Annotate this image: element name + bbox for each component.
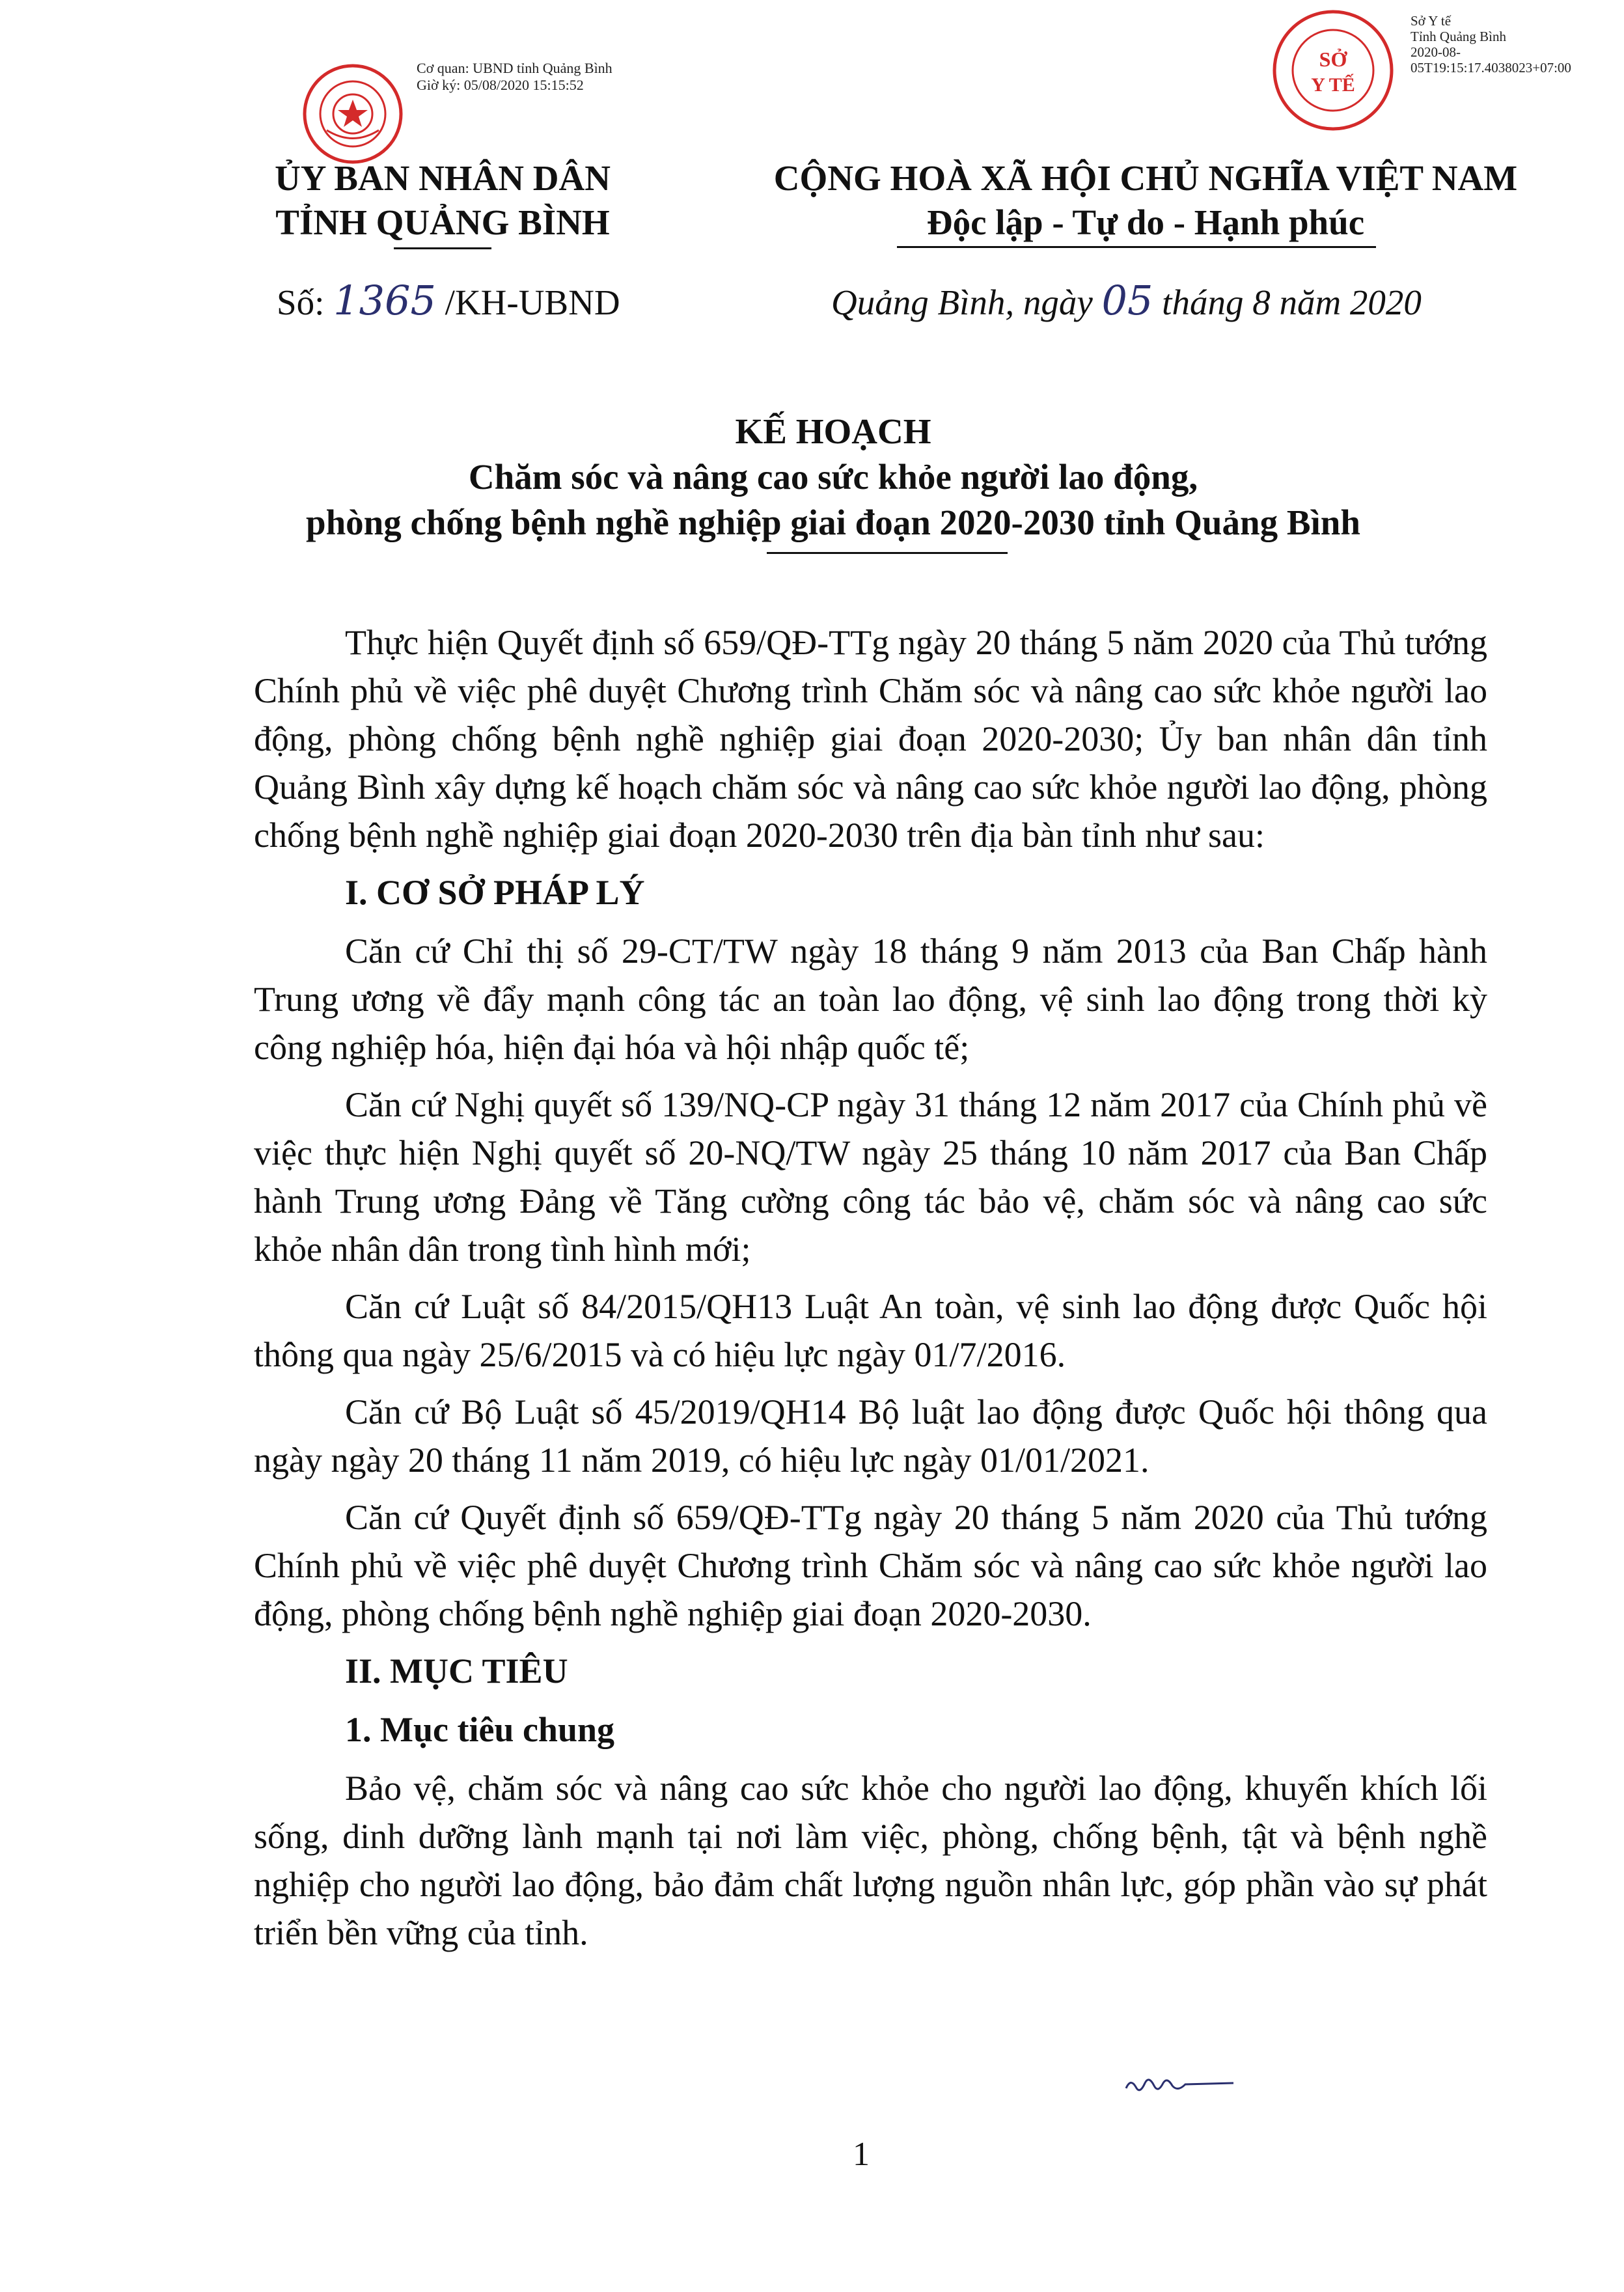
health-department-seal-stamp [1271, 8, 1396, 133]
legal-basis-paragraph: Căn cứ Luật số 84/2015/QH13 Luật An toàn, vệ sinh lao động được Quốc hội thông qua ngày 25/6/2015 và có hiệu lực ngày 01/7/2016. [254, 1287, 1487, 1374]
page-number: 1 [853, 2136, 870, 2173]
title-underline [767, 552, 1008, 554]
legal-basis-paragraph: Căn cứ Nghị quyết số 139/NQ-CP ngày 31 tháng 12 năm 2017 của Chính phủ về việc thực hiện Nghị quyết số 20-NQ/TW ngày 25 tháng 10 năm 2017 của Ban Chấp hành Trung ương Đảng về Tăng cường công tác bảo vệ, chăm sóc và nâng cao sức khỏe nhân dân trong tình hình mới; [254, 1085, 1487, 1269]
issue-date [831, 277, 1422, 324]
signature-right-line-2: Tỉnh Quảng Bình [1411, 29, 1506, 44]
authority-line-1: ỦY BAN NHÂN DÂN [275, 158, 611, 198]
national-motto [755, 156, 1536, 245]
issuing-authority [215, 156, 670, 245]
seal-right-text-1: SỞ [1319, 48, 1347, 71]
intro-paragraph: Thực hiện Quyết định số 659/QĐ-TTg ngày 20 tháng 5 năm 2020 của Thủ tướng Chính phủ về việc phê duyệt Chương trình Chăm sóc và nâng cao sức khỏe người lao động, phòng chống bệnh nghề nghiệp giai đoạn 2020-2030; Ủy ban nhân dân tỉnh Quảng Bình xây dựng kế hoạch chăm sóc và nâng cao sức khỏe người lao động, phòng chống bệnh nghề nghiệp giai đoạn 2020-2030 trên địa bàn tỉnh như sau: [254, 623, 1487, 855]
signature-right-line-4: 05T19:15:17.4038023+07:00 [1411, 60, 1571, 76]
authority-underline [394, 247, 491, 249]
signature-right-line-3: 2020-08- [1411, 44, 1461, 60]
docno-prefix: Số: [277, 283, 325, 322]
motto-line: Độc lập - Tự do - Hạnh phúc [926, 202, 1365, 242]
legal-basis-paragraph: Căn cứ Bộ Luật số 45/2019/QH14 Bộ luật lao động được Quốc hội thông qua ngày ngày 20 tháng 11 năm 2019, có hiệu lực ngày 01/01/2021. [254, 1392, 1487, 1480]
document-subtitle-2: phòng chống bệnh nghề nghiệp giai đoạn 2020-2030 tỉnh Quảng Bình [305, 503, 1360, 542]
province-seal-stamp [301, 62, 405, 166]
nation-title: CỘNG HOÀ XÃ HỘI CHỦ NGHĨA VIỆT NAM [773, 158, 1518, 198]
document-body [254, 618, 1487, 1966]
seal-right-text-2: Y TẾ [1311, 74, 1355, 96]
authority-line-2: TỈNH QUẢNG BÌNH [275, 202, 610, 242]
signature-left-agency: Cơ quan: UBND tỉnh Quảng Bình [417, 60, 612, 76]
section-heading-legal-basis: I. CƠ SỞ PHÁP LÝ [345, 873, 645, 912]
date-prefix: Quảng Bình, ngày [831, 283, 1093, 322]
date-day-handwritten: 05 [1101, 277, 1153, 324]
subsection-heading-general-objective: 1. Mục tiêu chung [345, 1710, 615, 1749]
document-subtitle-1: Chăm sóc và nâng cao sức khỏe người lao động, [468, 457, 1198, 497]
digital-signature-right [1411, 13, 1571, 76]
digital-signature-left [417, 60, 612, 94]
legal-basis-paragraph: Căn cứ Quyết định số 659/QĐ-TTg ngày 20 tháng 5 năm 2020 của Thủ tướng Chính phủ về việc phê duyệt Chương trình Chăm sóc và nâng cao sức khỏe người lao động, phòng chống bệnh nghề nghiệp giai đoạn 2020-2030. [254, 1498, 1487, 1633]
motto-underline [897, 246, 1376, 248]
signature-left-time: Giờ ký: 05/08/2020 15:15:52 [417, 77, 584, 93]
docno-suffix: /KH-UBND [445, 283, 620, 322]
date-suffix: tháng 8 năm 2020 [1162, 283, 1422, 322]
signature-right-line-1: Sở Y tế [1411, 13, 1452, 29]
handwritten-initials [1123, 2064, 1240, 2103]
section-heading-objectives: II. MỤC TIÊU [345, 1651, 568, 1691]
legal-basis-paragraph: Căn cứ Chỉ thị số 29-CT/TW ngày 18 tháng 9 năm 2013 của Ban Chấp hành Trung ương về đẩy mạnh công tác an toàn lao động, vệ sinh lao động trong thời kỳ công nghiệp hóa, hiện đại hóa và hội nhập quốc tế; [254, 932, 1487, 1067]
general-objective-paragraph: Bảo vệ, chăm sóc và nâng cao sức khỏe cho người lao động, khuyến khích lối sống, dinh dưỡng lành mạnh tại nơi làm việc, phòng, chống bệnh, tật và bệnh nghề nghiệp cho người lao động, bảo đảm chất lượng nguồn nhân lực, góp phần vào sự phát triển bền vững của tỉnh. [254, 1769, 1487, 1952]
document-number [277, 277, 620, 324]
document-title-block [215, 409, 1452, 545]
docno-handwritten: 1365 [333, 277, 436, 324]
document-title: KẾ HOẠCH [735, 411, 931, 451]
